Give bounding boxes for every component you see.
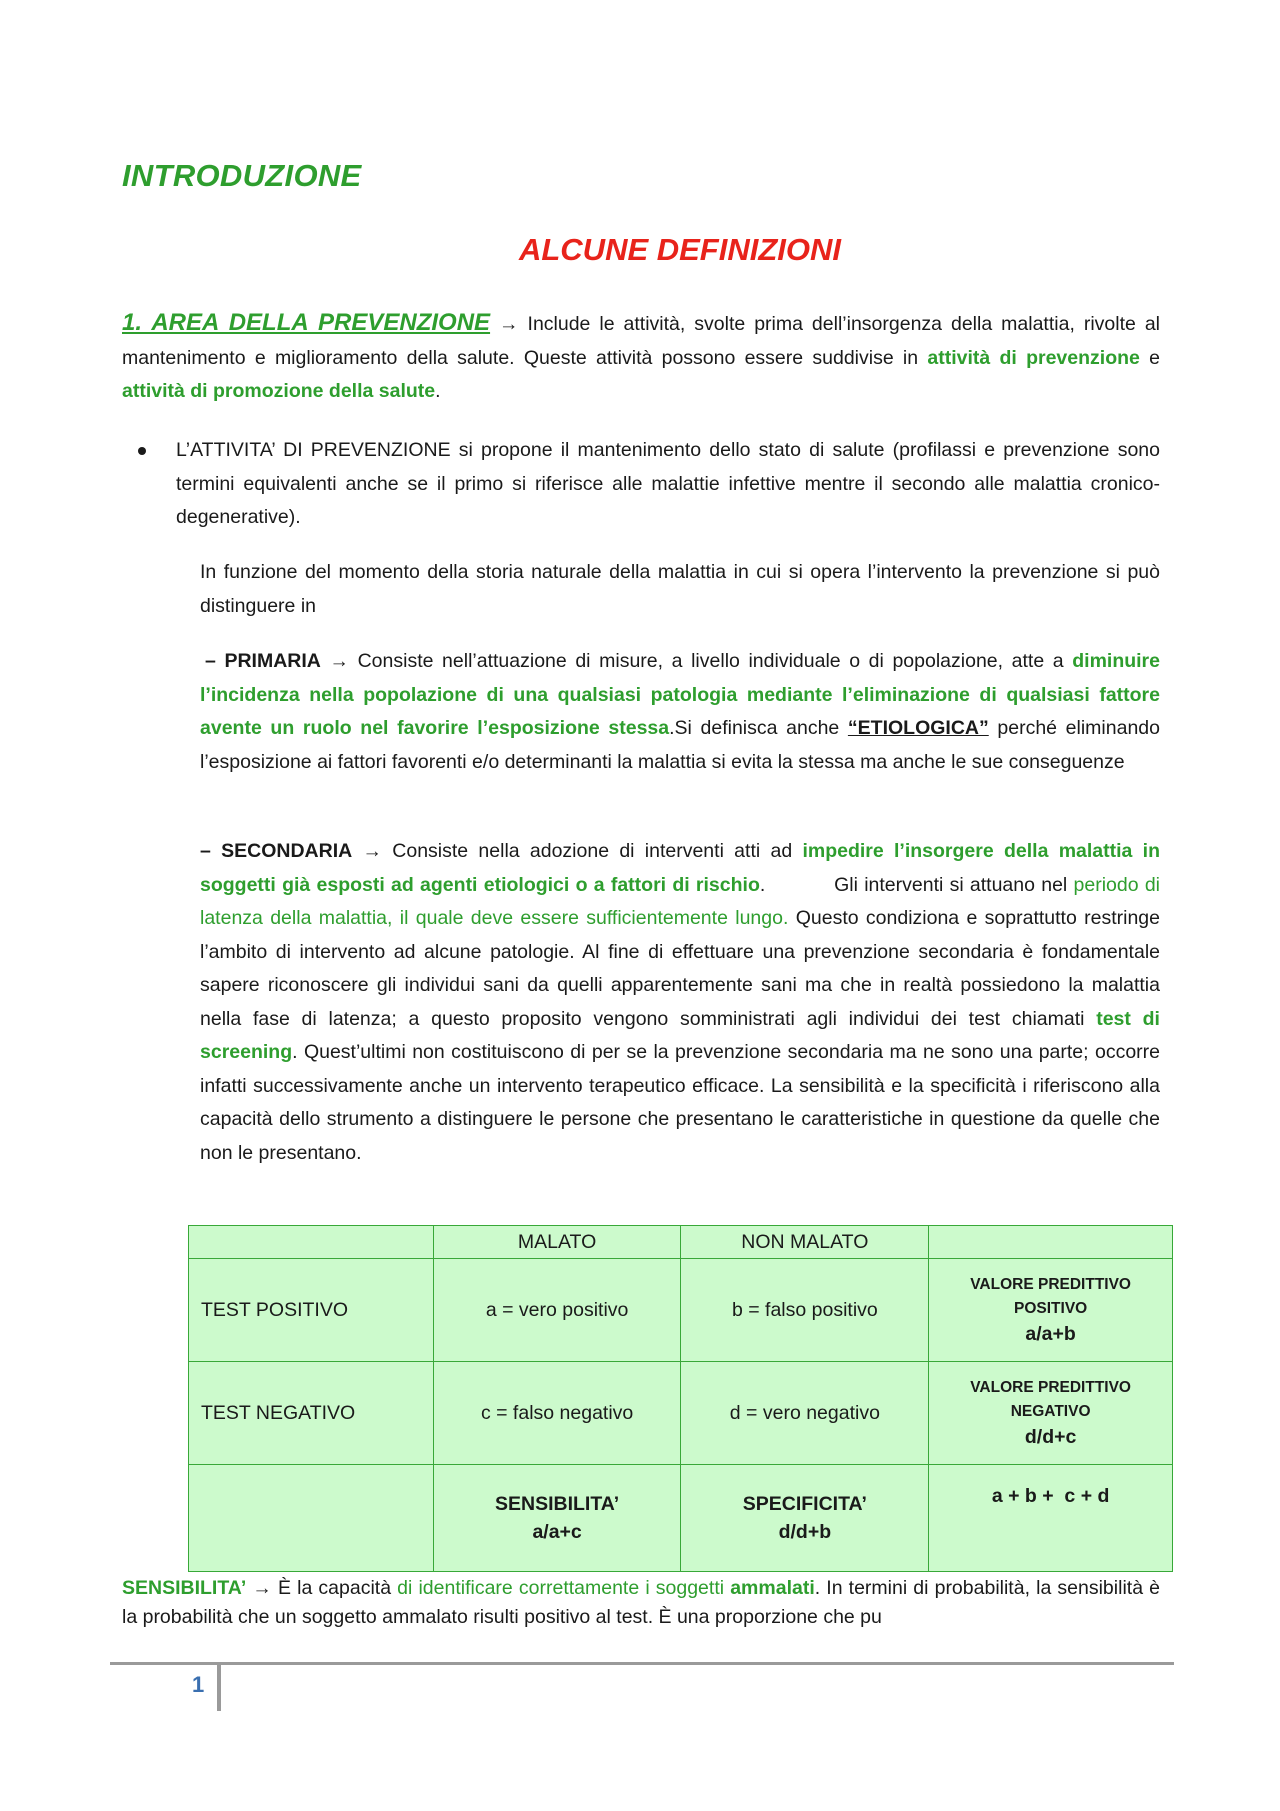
- section-text-a: Include le attività, svolte prima dell’insorgenza della malattia, rivolte al mantenimento e miglioramento della salute. Queste attività possono essere suddivise in: [122, 313, 1161, 369]
- table-header-cell: [929, 1226, 1173, 1259]
- heading-introduzione: INTRODUZIONE: [122, 158, 362, 193]
- specificita-label: SPECIFICITA’: [742, 1493, 867, 1515]
- footer-divider: [110, 1662, 1174, 1665]
- cell-vpn: [929, 1362, 1173, 1465]
- arrow-icon: →: [252, 1577, 272, 1599]
- total-formula: a + b + c + d: [991, 1485, 1110, 1507]
- secondaria-latenza: periodo di latenza della malattia, il quale deve essere sufficientemente lungo.: [200, 873, 1160, 929]
- primaria-em: diminuire l’incidenza nella popolazione di una qualsiasi patologia mediante l’eliminazione di qualsiasi fattore avente un ruolo nel favorire l’esposizione stessa: [200, 650, 1160, 739]
- sensibilita-label: SENSIBILITA’: [494, 1493, 620, 1515]
- specificita-formula: d/d+b: [778, 1521, 832, 1543]
- sensibilita-text-c: . In termini di probabilità, la sensibilità è la probabilità che un soggetto ammalato risulti positivo al test. È una proporzione che pu: [122, 1577, 1161, 1628]
- secondaria-text-d: . Quest’ultimi non costituiscono di per se la prevenzione secondaria ma ne sono una parte; occorre infatti successivamente anche un intervento terapeutico efficace. La sensibilità e la specificità i riferiscono alla capacità dello strumento a distinguere le persone che presentano le caratteristiche in questione da quelle che non le presentano.: [200, 1041, 1160, 1164]
- vpn-label-1: VALORE PREDITTIVO: [970, 1379, 1131, 1396]
- secondaria-paragraph: [200, 835, 1160, 1170]
- secondaria-text-b: . Gli interventi si attuano nel: [759, 873, 1074, 896]
- sensibilita-label-text: SENSIBILITA’: [122, 1577, 247, 1599]
- table-row-test-negativo: [189, 1362, 1173, 1465]
- cell-total: [929, 1465, 1173, 1572]
- em-attivita-promozione: attività di promozione della salute: [122, 380, 436, 402]
- secondaria-em: impedire l’insorgere della malattia in soggetti già esposti ad agenti etiologici o a fattori di rischio: [200, 840, 1160, 896]
- test-screening-em: test di screening: [200, 1007, 1160, 1063]
- heading-alcune-definizioni: ALCUNE DEFINIZIONI: [518, 232, 842, 267]
- arrow-icon: →: [362, 840, 382, 862]
- footer-vertical-bar: [217, 1665, 221, 1711]
- primaria-label: – PRIMARIA: [205, 650, 321, 672]
- cell-falso-negativo: c = falso negativo: [433, 1362, 681, 1465]
- sensibilita-formula: a/a+c: [532, 1521, 582, 1543]
- cell-falso-positivo: b = falso positivo: [681, 1259, 929, 1362]
- sensibilita-text-a: È la capacità: [271, 1577, 398, 1599]
- sensibilita-paragraph: [122, 1574, 1160, 1632]
- page-number: 1: [192, 1672, 205, 1697]
- section-text-c: .: [435, 380, 441, 402]
- intro-funzione-paragraph: In funzione del momento della storia naturale della malattia in cui si opera l’intervento la prevenzione si può distinguere in: [200, 561, 1160, 617]
- table-header-malato: MALATO: [433, 1226, 681, 1259]
- vpp-label-2: POSITIVO: [1014, 1300, 1088, 1317]
- em-attivita-prevenzione: attività di prevenzione: [927, 346, 1140, 369]
- cell-vpp: [929, 1259, 1173, 1362]
- vpn-label-2: NEGATIVO: [1010, 1403, 1091, 1420]
- row-label-test-negativo: TEST NEGATIVO: [189, 1362, 434, 1465]
- table-header-row: [189, 1226, 1173, 1259]
- secondaria-label: – SECONDARIA: [200, 840, 353, 862]
- cell-sensibilita: [433, 1465, 681, 1572]
- primaria-text-a: Consiste nell’attuazione di misure, a livello individuale o di popolazione, atte a: [348, 650, 1073, 672]
- bullet-dot-icon: [138, 447, 146, 455]
- table-row-totals: [189, 1465, 1173, 1572]
- table-row-test-positivo: [189, 1259, 1173, 1362]
- sensibilita-green-text: di identificare correttamente i soggetti: [397, 1577, 725, 1599]
- cell-specificita: [681, 1465, 929, 1572]
- row-label-test-positivo: TEST POSITIVO: [189, 1259, 434, 1362]
- vpp-label-1: VALORE PREDITTIVO: [970, 1276, 1131, 1293]
- section-text-b: e: [1139, 346, 1160, 369]
- secondaria-text-a: Consiste nella adozione di interventi atti ad: [382, 840, 803, 862]
- primaria-text-c: perché eliminando l’esposizione ai fattori favorenti e/o determinanti la malattia si evita la stessa ma anche le sue conseguenze: [200, 717, 1160, 773]
- section-area-prevenzione: [122, 306, 1160, 409]
- contingency-table: [188, 1225, 1173, 1572]
- cell-vero-negativo: d = vero negativo: [681, 1362, 929, 1465]
- primaria-text-b: .Si definisca anche: [669, 717, 848, 739]
- arrow-icon: →: [499, 313, 519, 335]
- bullet-attivita-prevenzione: L’ATTIVITA’ DI PREVENZIONE si propone il mantenimento dello stato di salute (profilassi e prevenzione sono termini equivalenti anche se il primo si riferisce alle malattie infettive mentre il secondo alle malattia cronico-degenerative).: [176, 439, 1160, 528]
- section-title: 1. AREA DELLA PREVENZIONE: [122, 309, 491, 336]
- arrow-icon: →: [329, 650, 349, 672]
- table-empty-cell: [189, 1465, 434, 1572]
- etiologica-label: “ETIOLOGICA”: [847, 717, 989, 739]
- table-header-cell: [189, 1226, 434, 1259]
- table-header-non-malato: NON MALATO: [681, 1226, 929, 1259]
- vpn-formula: d/d+c: [1024, 1426, 1077, 1448]
- secondaria-text-c: Questo condiziona e soprattutto restringe l’ambito di intervento ad alcune patologie. Al fine di effettuare una prevenzione secondaria è fondamentale sapere riconoscere gli individui sani da quelli apparentemente sani ma che in realtà possiedono la malattia nella fase di latenza; a questo proposito vengono somministrati agli individui dei test chiamati: [200, 907, 1160, 1030]
- ammalati-em: ammalati: [730, 1577, 815, 1599]
- cell-vero-positivo: a = vero positivo: [433, 1259, 681, 1362]
- primaria-paragraph: [200, 645, 1160, 779]
- vpp-formula: a/a+b: [1025, 1323, 1076, 1345]
